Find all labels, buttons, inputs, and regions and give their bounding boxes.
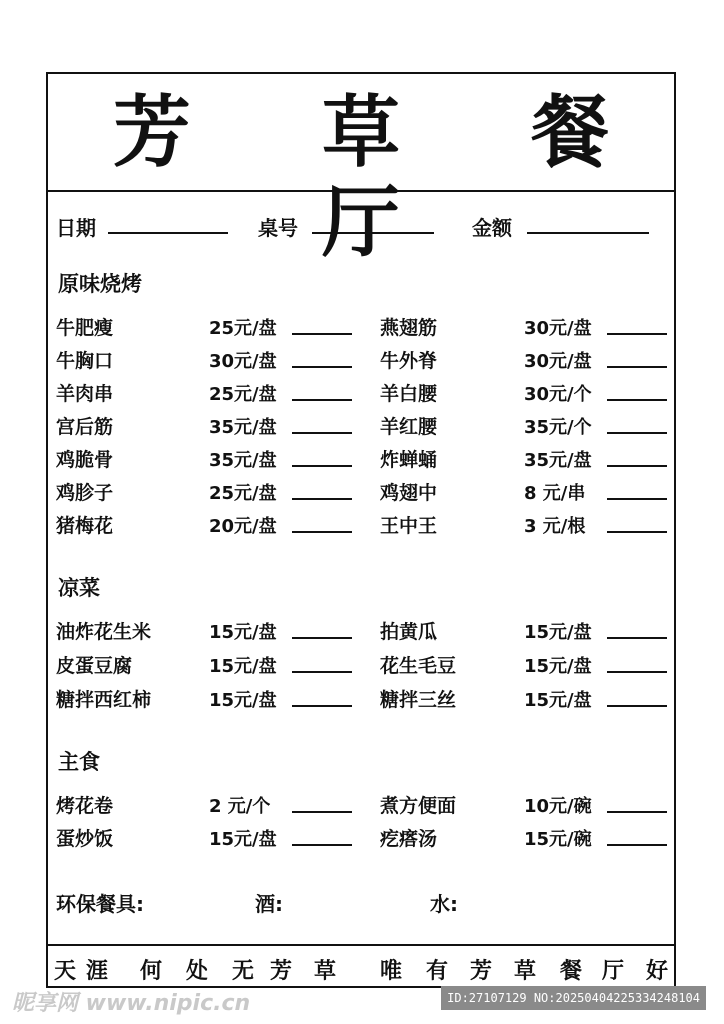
- slogan-char: 芳: [270, 958, 293, 984]
- menu-item-name: 蛋炒饭: [56, 828, 114, 850]
- slogan-char: 餐: [560, 958, 583, 984]
- date-blank[interactable]: [108, 232, 228, 234]
- menu-item-price: 2 元/个: [209, 796, 271, 817]
- menu-item-name: 皮蛋豆腐: [56, 655, 133, 677]
- menu-item-price: 35元/盘: [209, 417, 277, 438]
- quantity-blank[interactable]: [292, 671, 352, 673]
- menu-item-price: 10元/碗: [524, 796, 592, 817]
- menu-item-price: 35元/个: [524, 417, 592, 438]
- quantity-blank[interactable]: [607, 399, 667, 401]
- menu-item-name: 王中王: [380, 515, 438, 537]
- quantity-blank[interactable]: [292, 333, 352, 335]
- menu-item-name: 猪梅花: [56, 515, 114, 537]
- menu-item-name: 鸡胗子: [56, 482, 114, 504]
- quantity-blank[interactable]: [292, 705, 352, 707]
- quantity-blank[interactable]: [607, 498, 667, 500]
- slogan-char: 处: [186, 958, 209, 984]
- menu-item-name: 拍黄瓜: [380, 621, 438, 643]
- section-title: 原味烧烤: [58, 272, 142, 296]
- liquor-label: 酒:: [255, 892, 283, 916]
- menu-item-name: 疙瘩汤: [380, 828, 438, 850]
- quantity-blank[interactable]: [607, 333, 667, 335]
- quantity-blank[interactable]: [607, 465, 667, 467]
- quantity-blank[interactable]: [292, 399, 352, 401]
- menu-item-name: 羊白腰: [380, 383, 438, 405]
- menu-item-price: 15元/盘: [524, 656, 592, 677]
- table-blank[interactable]: [312, 232, 434, 234]
- menu-item-name: 烤花卷: [56, 795, 114, 817]
- section-title: 主食: [58, 750, 100, 774]
- watermark-id: ID:27107129 NO:20250404225334248104: [441, 986, 706, 1010]
- slogan-char: 天: [54, 958, 77, 984]
- menu-item-name: 牛胸口: [56, 350, 114, 372]
- quantity-blank[interactable]: [292, 844, 352, 846]
- menu-item-price: 25元/盘: [209, 318, 277, 339]
- menu-item-price: 15元/盘: [209, 690, 277, 711]
- slogan-band: [46, 944, 676, 988]
- menu-item-name: 宫后筋: [56, 416, 114, 438]
- quantity-blank[interactable]: [292, 366, 352, 368]
- slogan-char: 涯: [86, 958, 109, 984]
- quantity-blank[interactable]: [292, 498, 352, 500]
- quantity-blank[interactable]: [292, 432, 352, 434]
- quantity-blank[interactable]: [607, 531, 667, 533]
- water-label: 水:: [430, 892, 458, 916]
- watermark-logo: 昵享网 www.nipic.cn: [12, 991, 251, 1016]
- menu-item-price: 30元/盘: [524, 351, 592, 372]
- table-label: 桌号: [258, 216, 298, 240]
- menu-item-price: 35元/盘: [524, 450, 592, 471]
- eco-tableware-label: 环保餐具:: [56, 892, 144, 916]
- menu-item-price: 30元/盘: [524, 318, 592, 339]
- menu-item-price: 15元/盘: [209, 622, 277, 643]
- slogan-char: 无: [232, 958, 255, 984]
- quantity-blank[interactable]: [607, 844, 667, 846]
- amount-label: 金额: [472, 216, 512, 240]
- menu-item-price: 25元/盘: [209, 384, 277, 405]
- menu-item-name: 煮方便面: [380, 795, 457, 817]
- date-label: 日期: [56, 216, 96, 240]
- menu-item-name: 糖拌三丝: [380, 689, 457, 711]
- quantity-blank[interactable]: [607, 705, 667, 707]
- section-title: 凉菜: [58, 576, 100, 600]
- menu-item-name: 糖拌西红柿: [56, 689, 152, 711]
- restaurant-title: 芳 草 餐 厅: [112, 87, 662, 268]
- menu-item-price: 35元/盘: [209, 450, 277, 471]
- menu-item-name: 燕翅筋: [380, 317, 438, 339]
- menu-item-name: 鸡脆骨: [56, 449, 114, 471]
- quantity-blank[interactable]: [607, 671, 667, 673]
- slogan-char: 厅: [602, 958, 625, 984]
- menu-item-price: 15元/盘: [524, 690, 592, 711]
- quantity-blank[interactable]: [292, 465, 352, 467]
- quantity-blank[interactable]: [607, 432, 667, 434]
- quantity-blank[interactable]: [607, 637, 667, 639]
- menu-item-price: 8 元/串: [524, 483, 586, 504]
- menu-item-price: 25元/盘: [209, 483, 277, 504]
- menu-item-price: 15元/盘: [209, 656, 277, 677]
- quantity-blank[interactable]: [292, 811, 352, 813]
- menu-item-price: 30元/盘: [209, 351, 277, 372]
- menu-item-name: 牛肥瘦: [56, 317, 114, 339]
- slogan-char: 好: [646, 958, 669, 984]
- quantity-blank[interactable]: [607, 366, 667, 368]
- slogan-char: 芳: [470, 958, 493, 984]
- slogan-char: 唯: [380, 958, 403, 984]
- quantity-blank[interactable]: [607, 811, 667, 813]
- menu-item-price: 15元/盘: [209, 829, 277, 850]
- menu-item-price: 20元/盘: [209, 516, 277, 537]
- amount-blank[interactable]: [527, 232, 649, 234]
- quantity-blank[interactable]: [292, 637, 352, 639]
- slogan-char: 何: [140, 958, 163, 984]
- menu-item-price: 3 元/根: [524, 516, 586, 537]
- quantity-blank[interactable]: [292, 531, 352, 533]
- menu-item-name: 炸蝉蛹: [380, 449, 438, 471]
- menu-item-name: 牛外脊: [380, 350, 438, 372]
- menu-item-price: 15元/盘: [524, 622, 592, 643]
- menu-item-name: 羊肉串: [56, 383, 114, 405]
- menu-item-name: 油炸花生米: [56, 621, 152, 643]
- menu-item-name: 羊红腰: [380, 416, 438, 438]
- menu-item-name: 鸡翅中: [380, 482, 438, 504]
- menu-item-price: 15元/碗: [524, 829, 592, 850]
- menu-item-price: 30元/个: [524, 384, 592, 405]
- slogan-char: 草: [514, 958, 537, 984]
- menu-item-name: 花生毛豆: [380, 655, 457, 677]
- slogan-char: 有: [426, 958, 449, 984]
- slogan-char: 草: [314, 958, 337, 984]
